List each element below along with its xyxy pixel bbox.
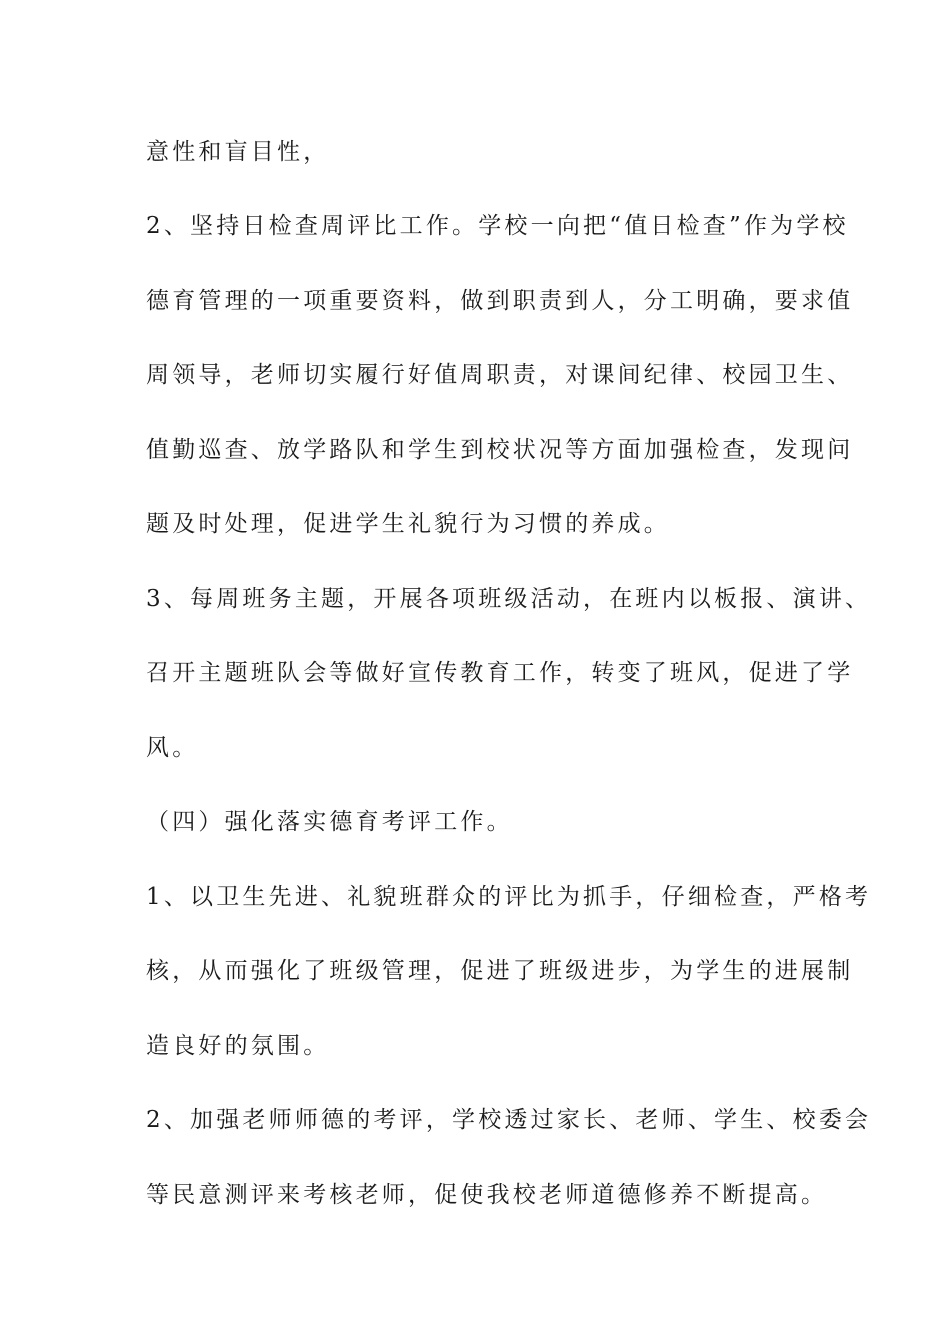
text-line: 召开主题班队会等做好宣传教育工作，转变了班风，促进了学: [146, 660, 854, 686]
text-line: 核，从而强化了班级管理，促进了班级进步，为学生的进展制: [146, 958, 854, 984]
text-line: 周领导，老师切实履行好值周职责，对课间纪律、校园卫生、: [146, 362, 854, 388]
text-line: 造良好的氛围。: [146, 1033, 330, 1059]
text-line: 风。: [146, 735, 199, 761]
text-line: 2、坚持日检查周评比工作。学校一向把“值日检查”作为学校: [146, 213, 849, 239]
text-line: 题及时处理，促进学生礼貌行为习惯的养成。: [146, 511, 670, 537]
text-line: 德育管理的一项重要资料，做到职责到人，分工明确，要求值: [146, 288, 854, 314]
text-line: 2、加强老师师德的考评，学校透过家长、老师、学生、校委会: [146, 1107, 872, 1133]
text-line: 等民意测评来考核老师，促使我校老师道德修养不断提高。: [146, 1182, 828, 1208]
section-heading: （四）强化落实德育考评工作。: [146, 809, 513, 835]
text-line: 值勤巡查、放学路队和学生到校状况等方面加强检查，发现问: [146, 437, 854, 463]
text-line: 3、每周班务主题，开展各项班级活动，在班内以板报、演讲、: [146, 586, 872, 612]
text-line: 意性和盲目性，: [146, 139, 330, 165]
text-line: 1、以卫生先进、礼貌班群众的评比为抓手，仔细检查，严格考: [146, 884, 872, 910]
